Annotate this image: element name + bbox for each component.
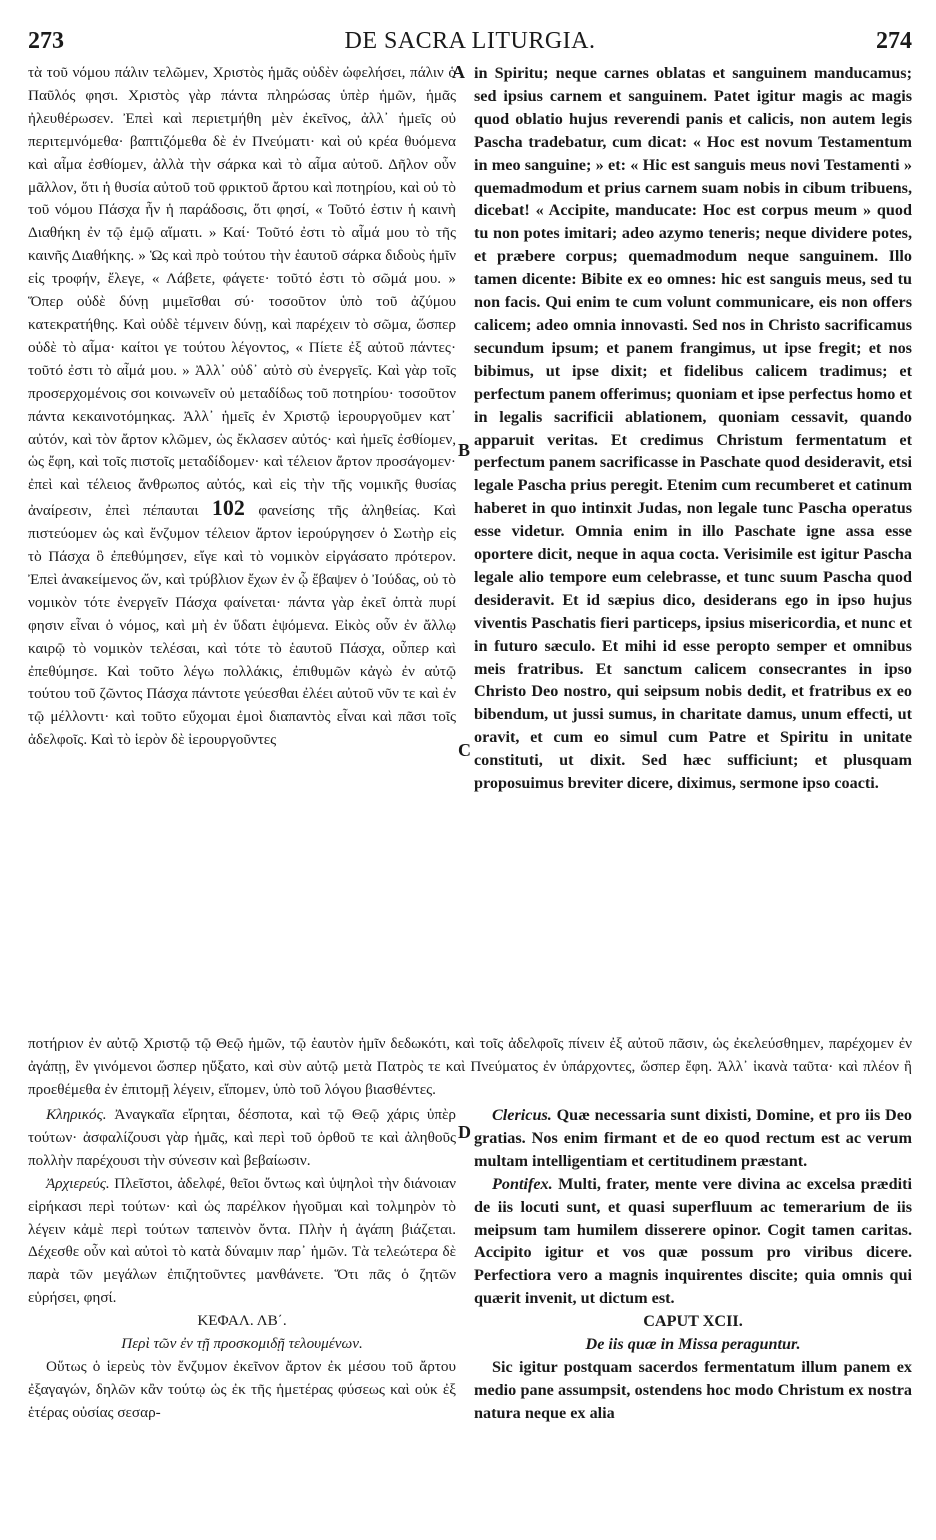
margin-letter-b: B — [458, 440, 471, 460]
greek-last-paragraph: Οὕτως ὁ ἱερεὺς τὸν ἔνζυμον ἐκεῖνον ἄρτον ἐκ μέσου τοῦ ἄρτου ἐξαγαγών, δηλῶν κἂν τούτῳ ὡς ἐκ τῆς ἡμετέρας φύσεως καὶ οὐκ ἐξ ἑτέρας οὐσίας σεσαρ- — [28, 1357, 456, 1421]
page-number-left: 273 — [28, 28, 64, 54]
running-title: DE SACRA LITURGIA. — [344, 28, 596, 54]
latin-bishop-text: Multi, frater, mente vere divina ac excelsa præditi de iis locuti sunt, et quasi superfluum ac temerarium de iis meipsum tam humilem disserere opinor. Cogit tamen caritas. Accipito igitur et vos quæ possum pro viribus dicere. Perfectiora vero a magnis inquirentes discite; quia omnis qui quærit invenit, ut dictum est. — [474, 1174, 913, 1308]
latin-cleric-text: Quæ necessaria sunt dixisti, Domine, et pro iis Deo gratias. Nos enim firmant et de eo quod rectum est ac verum multam intelligentiam et certitudinem præstant. — [474, 1106, 912, 1170]
page-number-right: 274 — [876, 28, 912, 54]
greek-text-part-2: φανείσης τῆς ἀληθείας. Καὶ πιστεύομεν ὡς καὶ ἔνζυμον τέλειον ἄρτον ἱερούργησεν ὁ Σωτὴρ εἰς τὸ Πάσχα ὃ ἐπεθύμησεν, εἴγε καὶ τὸ νομικὸν εἰργάσατο πρότερον. Ἐπεὶ ἀνακείμενος ὤν, καὶ τρύβλιον ἔχων ἐν ᾧ ἔβαψεν ὁ Ἰούδας, οὐ τὸ νομικὸν τότε ἐνεργεῖν Πάσχα φαίνεται· πάντα γὰρ ἐκεῖ ὀπτὰ πυρί φησιν εἶναι ὁ νόμος, καὶ μὴ ἐν ὕδατι ἑψόμενα. Εἰκὸς οὖν ἐν ἄλλῳ καιρῷ τὸ νομικὸν τελέσαι, καὶ τότε τὸ ἑαυτοῦ Πάσχα, οὗπερ καὶ ἐπεθύμησε. Καὶ τοῦτο λέγω πολλάκις, ἐπιθυμῶν κἀγὼ ἐν αὐτῷ τούτου τοῦ ζῶντος Πάσχα πάντοτε γεύεσθαι ἐλέει αὐτοῦ νῦν τε καὶ ἐν τῷ μέλλοντι· καὶ τοῦτο εὔχομαι ἐμοὶ διαπαντὸς εἶναι καὶ πᾶσι τοῖς ἀδελφοῖς. Καὶ τὸ ἱερὸν δὲ ἱερουργοῦντες — [28, 502, 457, 749]
page-header — [28, 28, 912, 58]
margin-letter-c: C — [458, 740, 471, 760]
greek-cleric-label: Κληρικός. — [46, 1106, 107, 1123]
greek-bishop-label: Ἀρχιερεύς. — [46, 1174, 110, 1192]
greek-bishop-paragraph — [28, 1173, 456, 1310]
greek-chapter-title: Περὶ τῶν ἐν τῇ προσκομιδῇ τελουμένων. — [121, 1335, 363, 1353]
latin-cleric-paragraph — [474, 1104, 912, 1173]
greek-paragraph — [28, 62, 456, 752]
greek-wide-lines: ποτήριον ἐν αὐτῷ Χριστῷ τῷ Θεῷ ἡμῶν, τῷ ἑαυτὸν ἡμῖν δεδωκότι, καὶ τοῖς ἀδελφοῖς πίνειν ἐξ αὐτοῦ πᾶσιν, ὡς ἐκελεύσθημεν, παρέχομεν ἐν ἀγάπῃ, ἓν γινόμενοι ὥσπερ ηὔξατο, καὶ σὺν αὐτῷ μετὰ Πατρὸς τε καὶ Πνεύματος ἐν ὑπάρχοντες, ὥσπερ ἔφη. Ἀλλ᾽ ἱκανὰ ταῦτα· καὶ πλέον ἢ προεθέμεθα ἐν ἐπιτομῇ λέγειν, εἴπομεν, ὑπὸ τοῦ λόγου βιασθέντες. — [28, 1035, 912, 1098]
latin-last-paragraph: Sic igitur postquam sacerdos fermentatum illum panem ex medio pane assumpsit, ostendens hoc modo Christum ex nostra natura neque ex alia — [474, 1357, 912, 1422]
greek-text-part-1: τὰ τοῦ νόμου πάλιν τελῶμεν, Χριστὸς ἡμᾶς οὐδὲν ὠφελήσει, πάλιν ὁ Παῦλός φησι. Χριστὸς γὰρ πάντα πληρώσας ὑπὲρ ἡμῶν, ἡμᾶς ἠλευθέρωσεν. Ἐπεὶ καὶ περιετμήθη μὲν ἐκεῖνος, ἀλλ᾽ ἡμεῖς οὐ περιτεμνόμεθα· βαπτιζόμεθα δὲ ἐν Πνεύματι· καὶ οὐ κρέα θυόμενα καὶ αἷμα ἐσθίομεν, ἀλλὰ τὴν σάρκα καὶ τὸ αἷμα αὐτοῦ. Δῆλον οὖν μᾶλλον, ὅτι ἡ θυσία αὐτοῦ τοῦ φρικτοῦ ἄρτου καὶ ποτηρίου, καὶ οὐ τὸ τοῦ νόμου Πάσχα ἦν ἡ παράδοσις, ὅτι φησί, « Τοῦτό ἐστιν ἡ καινὴ Διαθήκη ἐν τῷ ἐμῷ αἵματι. » Καί· Τοῦτό ἐστι τὸ αἷμά μου τὸ τῆς καινῆς Διαθήκης. » Ὡς καὶ πρὸ τούτου τὴν ἑαυτοῦ σάρκα διδοὺς ἡμῖν εἰς τροφήν, ἔλεγε, « Λάβετε, φάγετε· τοῦτό ἐστι τὸ σῶμά μου. » Ὅπερ οὐδὲ δύνῃ μιμεῖσθαι σύ· τοσοῦτον ὑπὸ τοῦ ἀζύμου κατεκρατήθης. Καὶ οὐδὲ τέμνειν δύνῃ, καὶ παρέχειν τὸ σῶμα, ὥσπερ οὐδὲ τὸ αἷμα· καίτοι γε τούτου λέγοντος, « Πίετε ἐξ αὐτοῦ πάντες· τοῦτό ἐστι τὸ αἷμά μου. » Ἀλλ᾽ οὐδ᾽ αὐτὸ σὺ ἐνεργεῖς. Καὶ γὰρ τοῖς προσερχομένοις σοι κοινωνεῖν οὐ μεταδίδως τοῦ ποτηρίου· τοσοῦτον πάντα κεκαινοτόμηκας. Ἀλλ᾽ ἡμεῖς ἐν Χριστῷ ἱερουργοῦμεν κατ᾽ αὐτόν, καὶ τὸν ἄρτον κλῶμεν, ὡς ἔκλασεν αὐτός· καὶ ἡμεῖς ἐσθίομεν, ὡς ἔφη, καὶ τοῖς πιστοῖς μεταδίδομεν· καὶ τέλειον ἄρτον προσάγομεν· ἐπεὶ καὶ τέλειος ἄνθρωπος αὐτός, καὶ εἰς τὴν τῆς νομικῆς θυσίας ἀναίρεσιν, ἐπεὶ πέπαυται — [28, 64, 456, 520]
column-number: 102 — [211, 495, 245, 521]
latin-bishop-paragraph — [474, 1173, 912, 1310]
latin-bishop-label: Pontifex. — [492, 1174, 553, 1193]
page — [28, 28, 912, 1518]
greek-chapter-heading: ΚΕΦΑΛ. ΛΒ΄. — [197, 1312, 287, 1330]
greek-cleric-text: Ἀναγκαῖα εἴρηται, δέσποτα, καὶ τῷ Θεῷ χάρις ὑπὲρ τούτων· ἀσφαλίζουσι γὰρ ἡμᾶς, καὶ περὶ τοῦ ὀρθοῦ τε καὶ ἀληθοῦς πολλὴν παρέχουσι τὴν σύνεσιν καὶ βεβαίωσιν. — [28, 1106, 457, 1169]
latin-chapter-title: De iis quæ in Missa peraguntur. — [585, 1335, 801, 1354]
latin-column-bottom — [474, 1104, 912, 1425]
margin-letter-a: A — [452, 62, 465, 82]
margin-letter-d: D — [458, 1122, 471, 1142]
greek-column-bottom — [28, 1104, 456, 1425]
greek-column-top — [28, 62, 456, 752]
greek-cleric-paragraph — [28, 1104, 456, 1173]
latin-column-top — [474, 62, 912, 795]
greek-bishop-text: Πλεῖστοι, ἀδελφέ, θεῖοι ὄντως καὶ ὑψηλοὶ τὴν διάνοιαν εἰρήκασι περὶ τούτων· καὶ ὡς παρέλκον ἡγοῦμαι καὶ τολμηρὸν τὸ λέγειν κἀμὲ περὶ τούτων ταπεινὸν ὄντα. Πλὴν ἡ ἀγάπη βιάζεται. Δέχεσθε οὖν καὶ αὐτοὶ τὸ κατὰ δύναμιν παρ᾽ ἡμῶν. Τὰ τελεώτερα δὲ παρὰ τῶν μεγάλων ἐπιζητοῦντες μανθάνετε. Ὅτι πᾶς ὁ ζητῶν εὑρήσει, φησί. — [28, 1174, 456, 1307]
latin-paragraph: in Spiritu; neque carnes oblatas et sanguinem manducamus; sed ipsius carnem et sanguinem. Patet igitur magis ac magis quod oblatio hujus reverendi panis et calicis, non autem legis Pascha tradebatur, cum dicat: « Hoc est novum Testamentum in meo sanguine; » et: « Hic est sanguis meus novi Testamenti » quemadmodum et prius carnem suam nobis in cibum tribuens, dicebat! « Accipite, manducate: Hoc est corpus meum » quod tu non potes imitari; adeo azymo teneris; neque dividere potes, et præbere corpus; quemadmodum neque sanguinem. Illo tamen dicente: Bibite ex eo omnes: hic est sanguis meus, sed tu non facis. Qui enim te cum volunt communicare, eis non offers calicem; adeo omnia innovasti. Sed nos in Christo sacrificamus secundum ipsum; et panem frangimus, ut ipse fregit; et nos bibimus, ut ipse dixit; et fidelibus calicem tradimus; et perfectum panem offerimus; quoniam et ipse perfectus homo et in legalis sacrificii ablationem, quoniam cessavit, quando apparuit veritas. Et credimus Christum fermentatum et perfectum panem sacrificasse in Paschate quod desideravit, etsi legale Pascha prius peregit. Etenim cum recumberet et catinum haberet in quo intinxit Judas, non legale tunc Pascha operatus esse videtur. Omnia enim in illo Paschate igne assa esse oportere dicit, neque in aqua cocta. Verisimile est igitur Pascha legale alio tempore eum celebrasse, et tunc suum Pascha quod desideravit. Et id sæpius dico, desiderans ego in ipso hujus viventis Paschatis fieri particeps, ipsius misericordia, et nunc et in futuro sæculo. Et mihi id esse peropto semper et omnibus meis fratribus. Et sanctum calicem consecrantes in ipso Christo Deo nostro, qui seipsum nobis dedit, et fratribus ex eo bibendum, ut jussi sumus, in charitate damus, unum effecti, ut oravit, et cum eo simul cum Patre et Spiritu in unitate constituti, ut dixit. Sed hæc sufficiunt; et plusquam proposuimus breviter dicere, diximus, sermone ipso coacti. — [474, 64, 912, 793]
latin-cleric-label: Clericus. — [492, 1106, 552, 1124]
latin-chapter-heading: CAPUT XCII. — [643, 1312, 743, 1331]
